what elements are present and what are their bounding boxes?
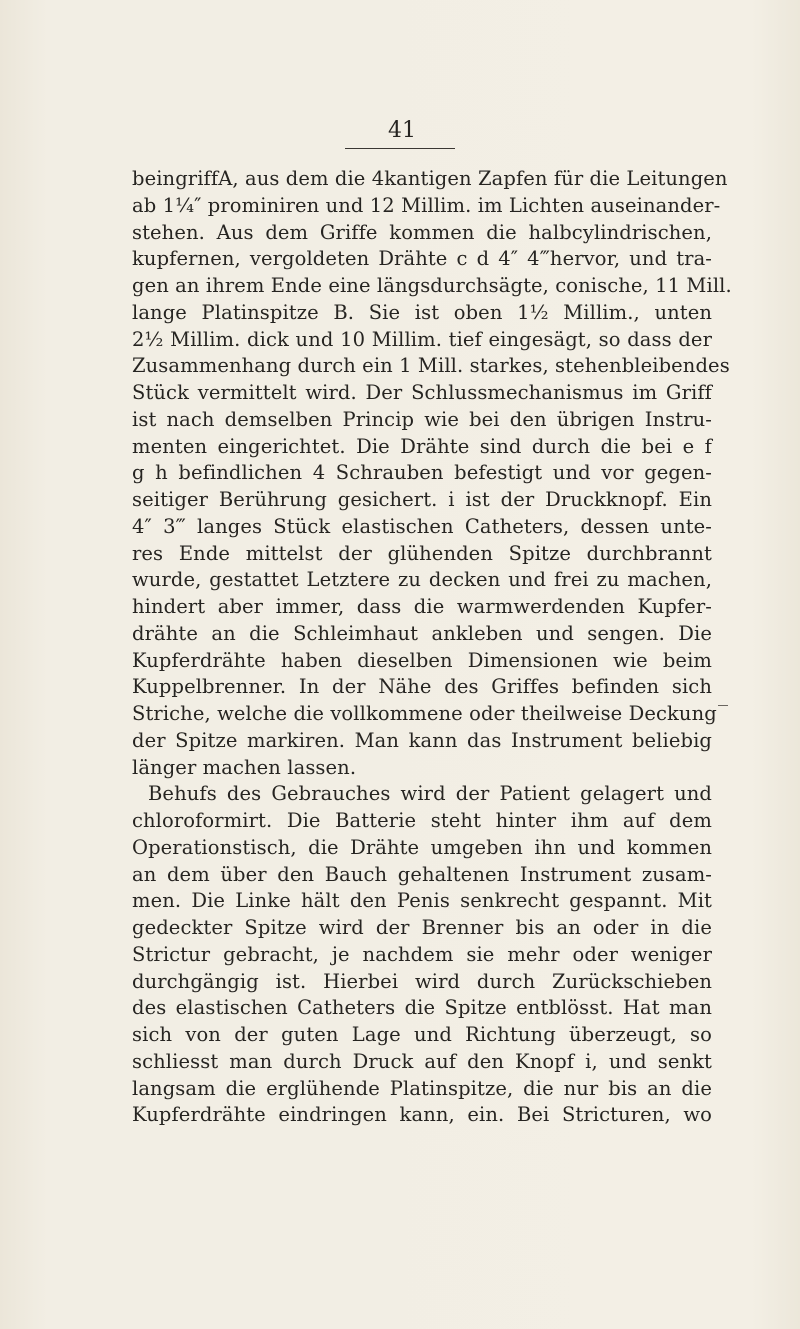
text-line: langsam die erglühende Platinspitze, die nur bis an die (132, 1076, 712, 1100)
paragraph-end-line: länger machen lassen. (132, 755, 357, 779)
text-line: Strictur gebracht, je nachdem sie mehr oder weniger (132, 942, 712, 966)
text-line: lange Platinspitze B. Sie ist oben 1½ Millim., unten (132, 300, 712, 324)
text-line: res Ende mittelst der glühenden Spitze durchbrannt (132, 541, 712, 565)
text-line: menten eingerichtet. Die Drähte sind durch die bei e f (132, 434, 712, 458)
body-text (132, 166, 732, 1129)
text-line: schliesst man durch Druck auf den Knopf i, und senkt (132, 1049, 712, 1073)
text-line: g h befindlichen 4 Schrauben befestigt und vor gegen- (132, 461, 712, 485)
text-line: hindert aber immer, dass die warmwerdenden Kupfer- (132, 595, 712, 618)
text-line: an dem über den Bauch gehaltenen Instrument zusam- (132, 862, 712, 886)
text-line: stehen. Aus dem Griffe kommen die halbcylindrischen, (132, 220, 712, 244)
text-line: sich von der guten Lage und Richtung überzeugt, so (132, 1023, 712, 1046)
text-line: durchgängig ist. Hierbei wird durch Zurückschieben (132, 969, 712, 993)
text-line: Kupferdrähte haben dieselben Dimensionen wie beim (132, 648, 712, 672)
text-line: beingriffA, aus dem die 4kantigen Zapfen für die Leitungen (132, 167, 728, 190)
text-line: Zusammenhang durch ein 1 Mill. starkes, stehenbleibendes (132, 354, 730, 378)
text-line: men. Die Linke hält den Penis senkrecht gespannt. Mit (132, 889, 712, 913)
margin-mark (718, 705, 728, 706)
text-line: ist nach demselben Princip wie bei den übrigen Instru- (132, 407, 712, 431)
text-line: gen an ihrem Ende eine längsdurchsägte, conische, 11 Mill. (132, 274, 732, 297)
text-line: Striche, welche die vollkommene oder theilweise Deckung (132, 702, 717, 725)
text-line: Kupferdrähte eindringen kann, ein. Bei Stricturen, wo (132, 1103, 712, 1127)
text-line: der Spitze markiren. Man kann das Instrument beliebig (132, 728, 712, 752)
text-line: Kuppelbrenner. In der Nähe des Griffes befinden sich (132, 675, 712, 699)
text-line: kupfernen, vergoldeten Drähte c d 4″ 4‴hervor, und tra- (132, 247, 712, 271)
text-line: ab 1¼″ prominiren und 12 Millim. im Lichten auseinander- (132, 193, 721, 217)
text-line: Operationstisch, die Drähte umgeben ihn und kommen (132, 835, 712, 859)
paragraph-start-line: Behufs des Gebrauches wird der Patient gelagert und (148, 782, 712, 806)
text-line: chloroformirt. Die Batterie steht hinter ihm auf dem (132, 809, 712, 832)
text-line: gedeckter Spitze wird der Brenner bis an oder in die (132, 916, 712, 939)
header-rule (345, 148, 455, 149)
text-line: 4″ 3‴ langes Stück elastischen Catheters, dessen unte- (132, 514, 712, 538)
text-line: Stück vermittelt wird. Der Schlussmechanismus im Griff (132, 381, 712, 404)
text-line: drähte an die Schleimhaut ankleben und sengen. Die (132, 621, 712, 645)
text-line: seitiger Berührung gesichert. i ist der Druckknopf. Ein (132, 488, 712, 511)
page-number: 41 (388, 118, 416, 143)
text-line: wurde, gestattet Letztere zu decken und frei zu machen, (132, 568, 712, 592)
text-line: 2½ Millim. dick und 10 Millim. tief eingesägt, so dass der (132, 327, 712, 351)
text-line: des elastischen Catheters die Spitze entblösst. Hat man (132, 996, 712, 1020)
